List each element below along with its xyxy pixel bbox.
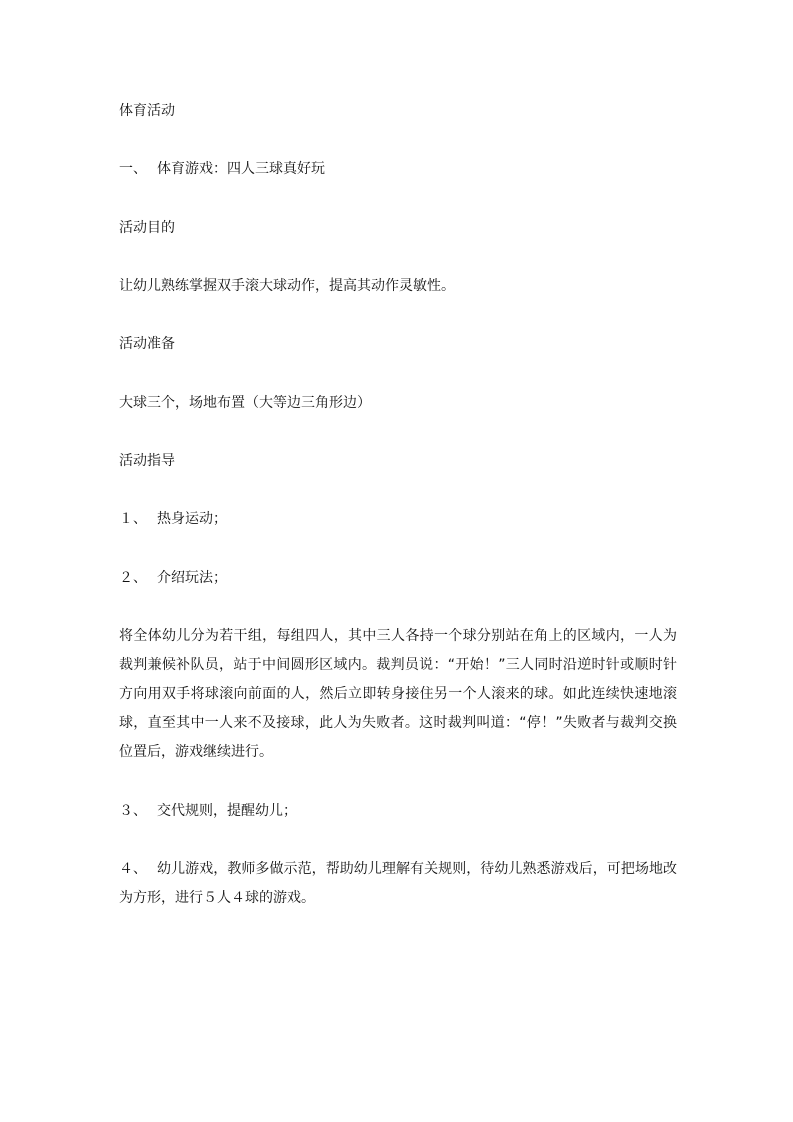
step-number: １、 [119, 511, 147, 527]
step-item [119, 855, 677, 913]
section-heading [119, 159, 325, 179]
step-number: ２、 [119, 570, 147, 586]
guide-heading: 活动指导 [119, 453, 175, 469]
step-number: ３、 [119, 803, 147, 819]
step-item [119, 801, 297, 821]
step-text: 介绍玩法； [157, 570, 227, 586]
goal-heading: 活动目的 [119, 220, 175, 236]
prep-text: 大球三个，场地布置（大等边三角形边） [119, 395, 371, 411]
step-text: 热身运动； [157, 511, 227, 527]
step-item [119, 568, 227, 588]
step-number: ４、 [119, 861, 147, 877]
goal-text: 让幼儿熟练掌握双手滚大球动作，提高其动作灵敏性。 [119, 278, 455, 294]
step-text: 幼儿游戏，教师多做示范，帮助幼儿理解有关规则，待幼儿熟悉游戏后，可把场地改为方形，进行５人４球的游戏。 [119, 861, 677, 906]
rules-paragraph: 将全体幼儿分为若干组，每组四人，其中三人各持一个球分别站在角上的区域内，一人为裁判兼候补队员，站于中间圆形区域内。裁判员说：“开始！”三人同时沿逆时针或顺时针方向用双手将球滚向前面的人，然后立即转身接住另一个人滚来的球。如此连续快速地滚球，直至其中一人来不及接球，此人为失败者。这时裁判叫道：“停！”失败者与裁判交换位置后，游戏继续进行。 [119, 628, 677, 760]
step-text: 交代规则，提醒幼儿； [157, 803, 297, 819]
document-title: 体育活动 [119, 103, 175, 119]
section-number: 一、 [119, 161, 147, 177]
prep-heading: 活动准备 [119, 336, 175, 352]
section-title: 体育游戏：四人三球真好玩 [157, 161, 325, 177]
step-item [119, 509, 227, 529]
